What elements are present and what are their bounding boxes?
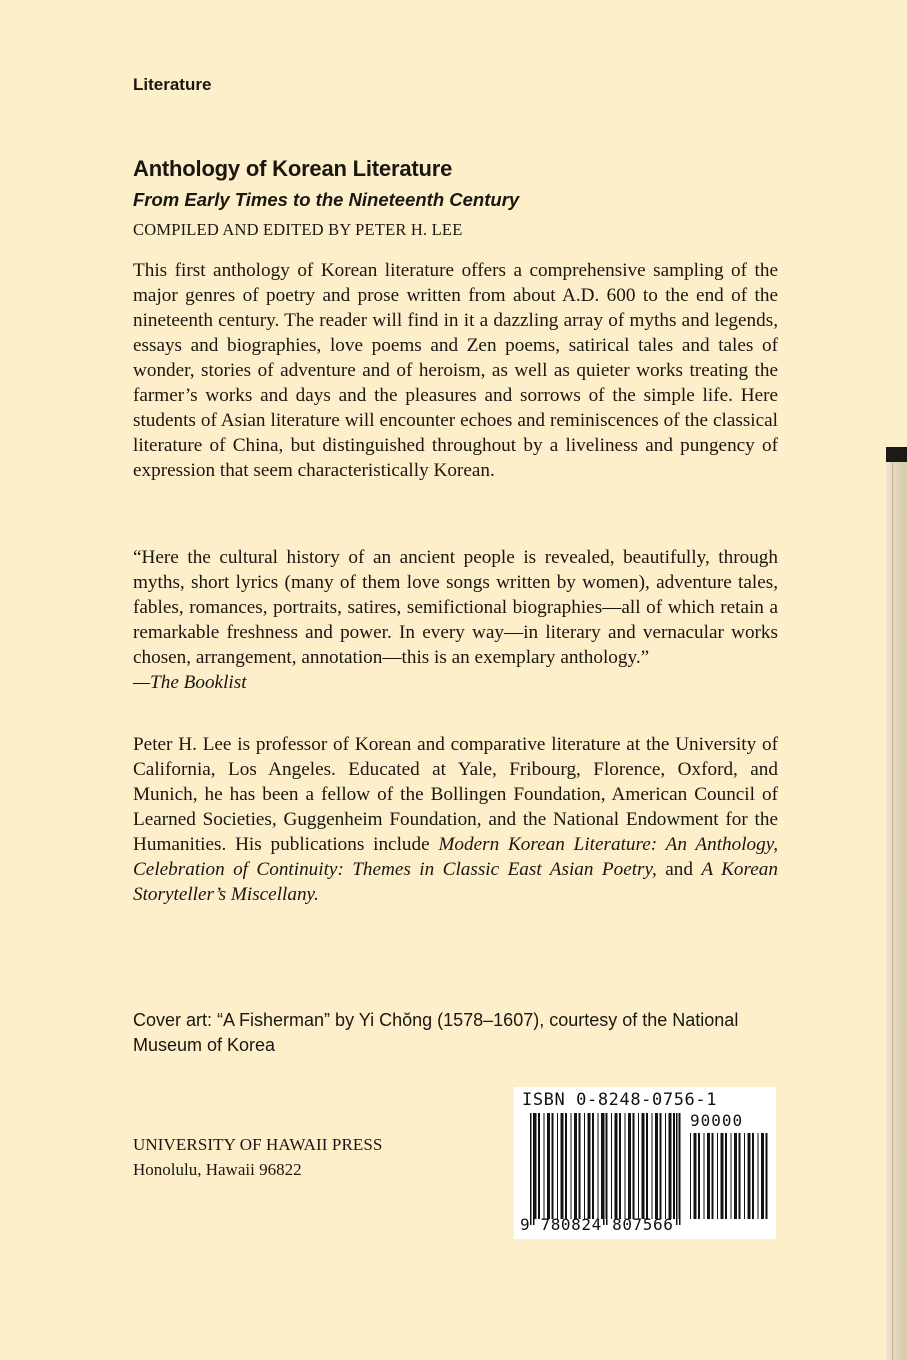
publication-title: Celebration of Continuity: Themes in Classic East Asian Poetry,: [133, 859, 657, 880]
conjunction-text: and: [665, 859, 693, 880]
author-bio-paragraph: [133, 732, 778, 907]
author-bio-text: Peter H. Lee is professor of Korean and comparative literature at the University of California, Los Angeles. Educated at Yale, Fribourg, Florence, Oxford, and Munich, he has been a fellow of the Bollingen Foundation, American Council of Learned Societies, Guggenheim Foundation, and the National Endowment for the Humanities. His publications include: [133, 734, 778, 855]
publisher-block: [133, 1132, 382, 1182]
publisher-location: Honolulu, Hawaii 96822: [133, 1160, 302, 1179]
publication-title: Modern Korean Literature: An Anthology,: [438, 834, 778, 855]
review-paragraph: [133, 545, 778, 695]
barcode-addon-number: 90000: [690, 1111, 744, 1130]
publication-title: A Korean Storyteller’s Miscellany.: [133, 859, 778, 905]
page-edge: [886, 450, 907, 1360]
category-label: Literature: [133, 75, 212, 94]
review-source: —The Booklist: [133, 672, 247, 693]
cover-art-credit: Cover art: “A Fisherman” by Yi Chŏng (1578–1607), courtesy of the National Museum of Korea: [133, 1010, 739, 1055]
book-subtitle: From Early Times to the Nineteenth Century: [133, 189, 520, 210]
isbn-label: ISBN 0-8248-0756-1: [522, 1090, 718, 1110]
review-quote: “Here the cultural history of an ancient people is revealed, beautifully, through myths, short lyrics (many of them love songs written by women), adventure tales, fables, romances, portraits, satires, semifictional biographies—all of which retain a remarkable freshness and power. In every way—in literary and vernacular works chosen, arrangement, annotation—this is an exemplary anthology.”: [133, 547, 778, 668]
description-paragraph: This first anthology of Korean literature offers a comprehensive sampling of the major genres of poetry and prose written from about A.D. 600 to the end of the nineteenth century. The reader will find in it a dazzling array of myths and legends, essays and biographies, love poems and Zen poems, satirical tales and tales of wonder, stories of adventure and of heroism, as well as quieter works treating the farmer’s works and days and the pleasures and sorrows of the simple life. Here students of Asian literature will encounter echoes and reminiscences of the classical literature of China, but distinguished throughout by a liveliness and pungency of expression that seem characteristically Korean.: [133, 260, 778, 481]
editor-byline: COMPILED AND EDITED BY PETER H. LEE: [133, 220, 463, 239]
publisher-name: UNIVERSITY OF HAWAII PRESS: [133, 1135, 383, 1154]
book-title: Anthology of Korean Literature: [133, 156, 453, 181]
edge-marker: [886, 447, 907, 462]
ean-number: 9 780824 807566: [520, 1215, 674, 1234]
isbn-barcode: [514, 1087, 776, 1239]
